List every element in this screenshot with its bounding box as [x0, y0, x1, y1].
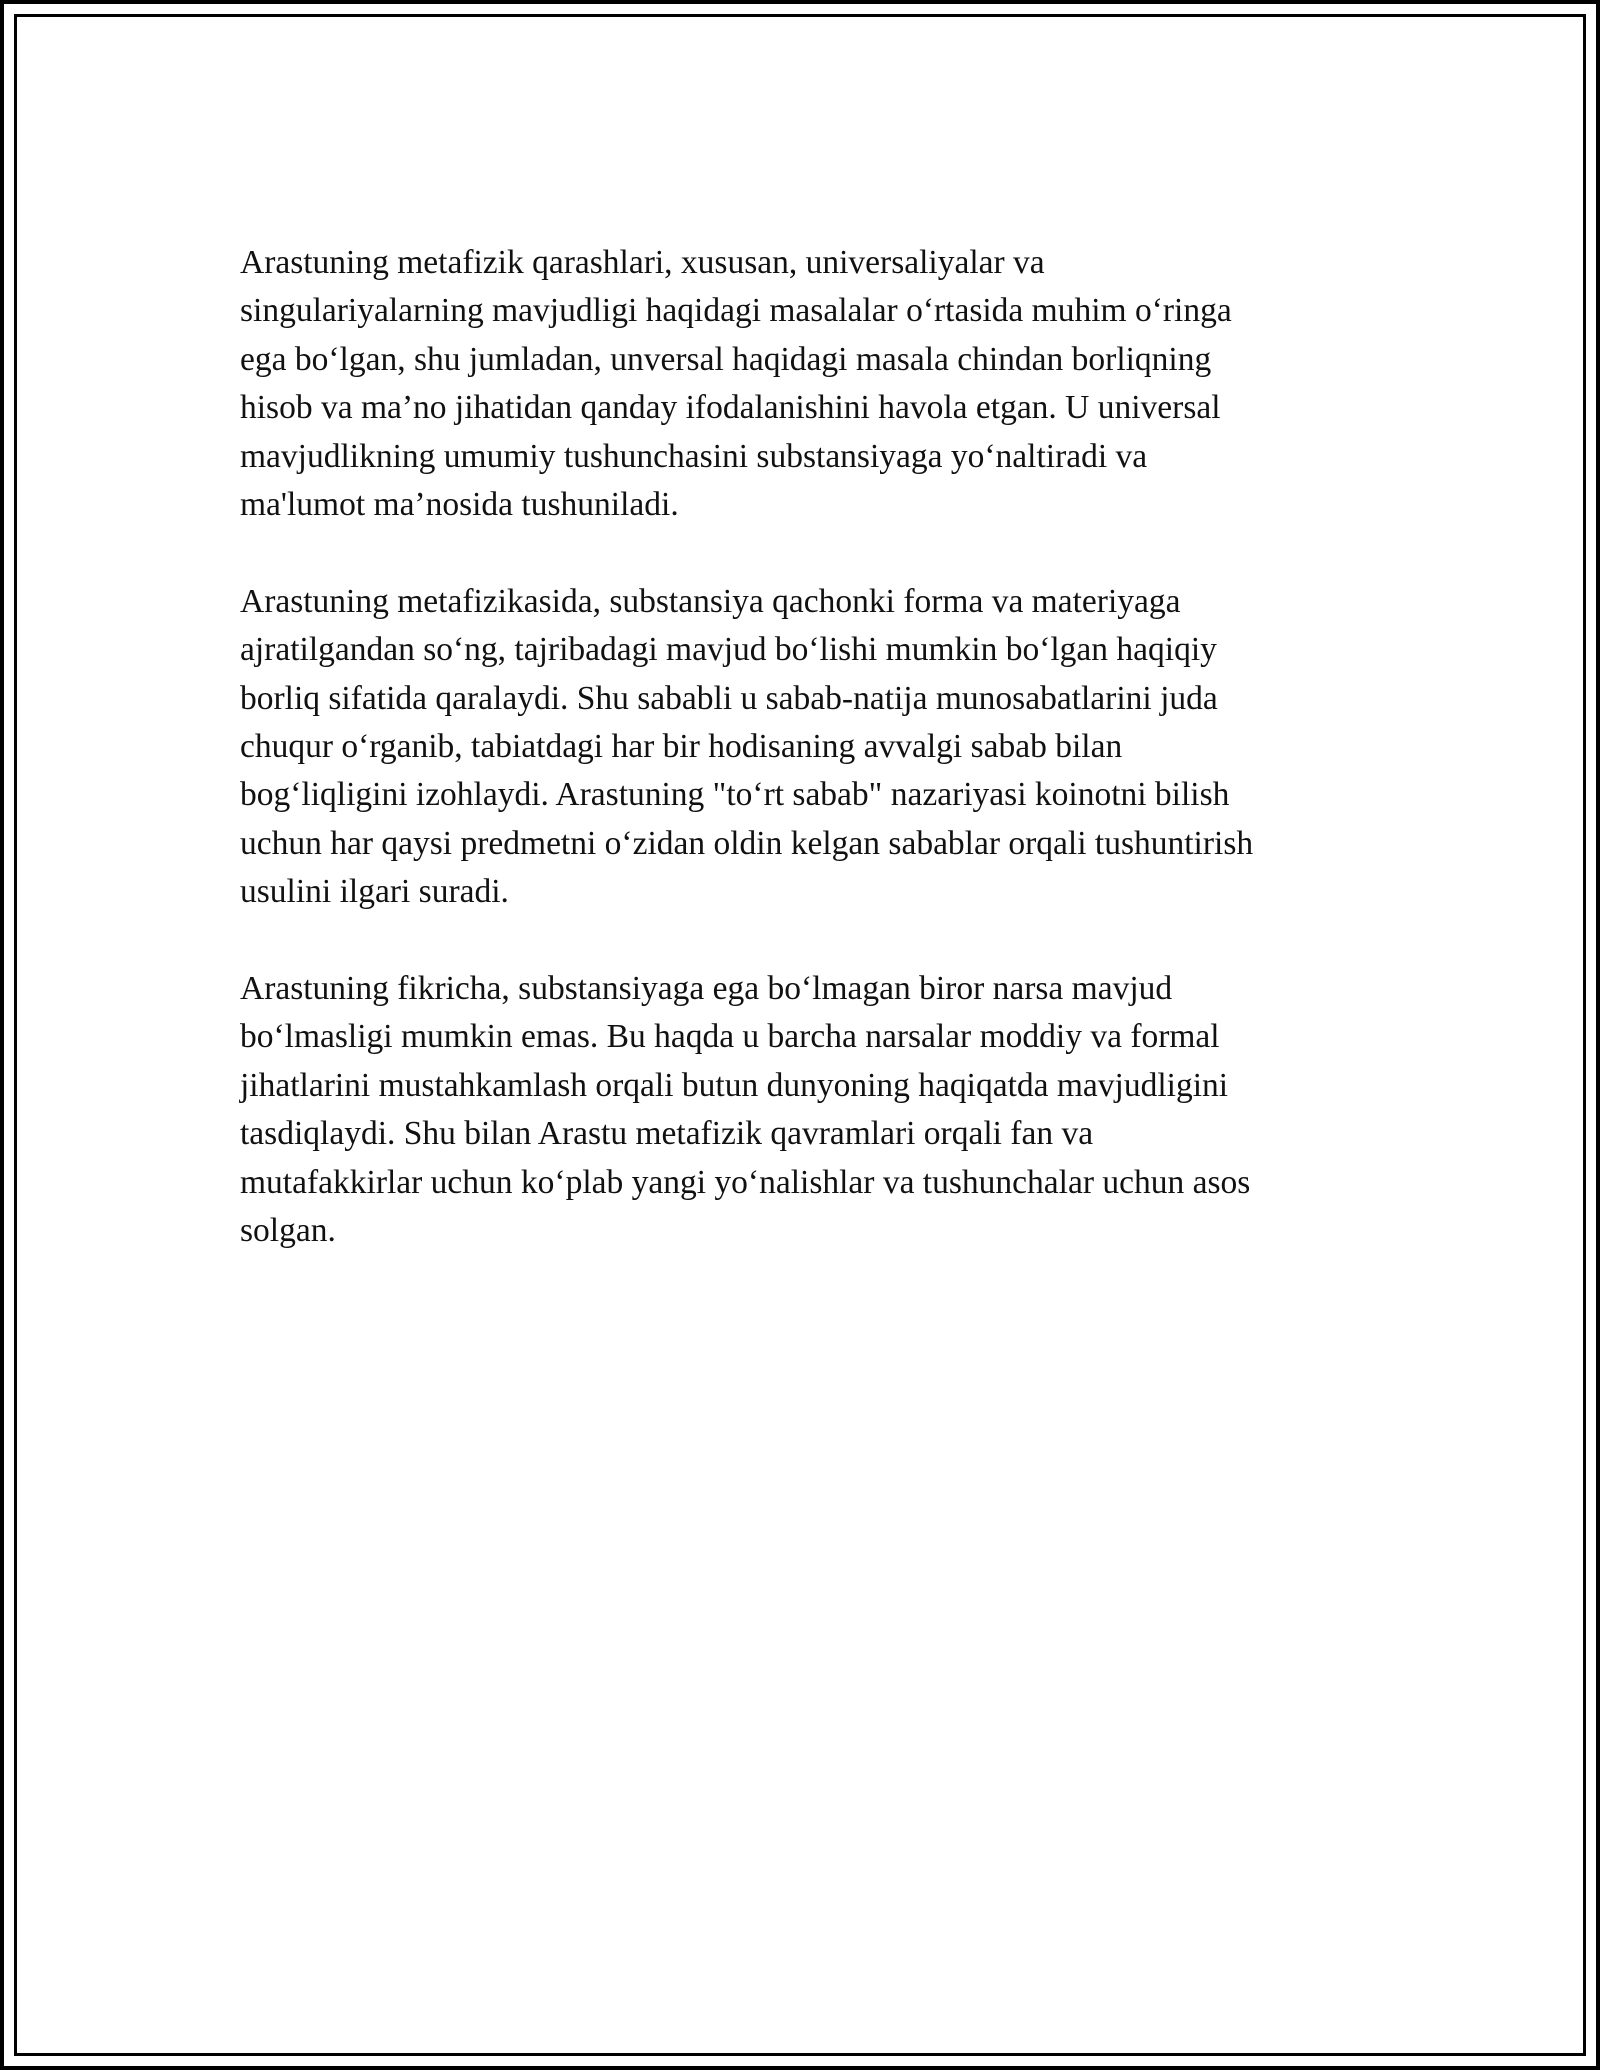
paragraph-1: Arastuning metafizik qarashlari, xususan, universaliyalar va singulariyalarning mavjudligi haqidagi masalalar o‘rtasida muhim o‘ringa ega bo‘lgan, shu jumladan, unversal haqidagi masala chindan borliqning hisob va ma’no jihatidan qanday ifodalanishini havola etgan. U universal mavjudlikning umumiy tushunchasini substansiyaga yo‘naltiradi va ma'lumot ma’nosida tushuniladi.	[240, 244, 1232, 524]
document-body	[240, 239, 1370, 1304]
paragraph-2: Arastuning metafizikasida, substansiya qachonki forma va materiyaga ajratilgandan so‘ng, tajribadagi mavjud bo‘lishi mumkin bo‘lgan haqiqiy borliq sifatida qaralaydi. Shu sababli u sabab-natija munosabatlarini juda chuqur o‘rganib, tabiatdagi har bir hodisaning avvalgi sabab bilan bog‘liqligini izohlaydi. Arastuning "to‘rt sabab" nazariyasi koinotni bilish uchun har qaysi predmetni o‘zidan oldin kelgan sabablar orqali tushuntirish usulini ilgari suradi.	[240, 582, 1254, 911]
paragraph-3: Arastuning fikricha, substansiyaga ega bo‘lmagan biror narsa mavjud bo‘lmasligi mumkin emas. Bu haqda u barcha narsalar moddiy va formal jihatlarini mustahkamlash orqali butun dunyoning haqiqatda mavjudligini tasdiqlaydi. Shu bilan Arastu metafizik qavramlari orqali fan va mutafakkirlar uchun ko‘plab yangi yo‘nalishlar va tushunchalar uchun asos solgan.	[240, 970, 1251, 1250]
